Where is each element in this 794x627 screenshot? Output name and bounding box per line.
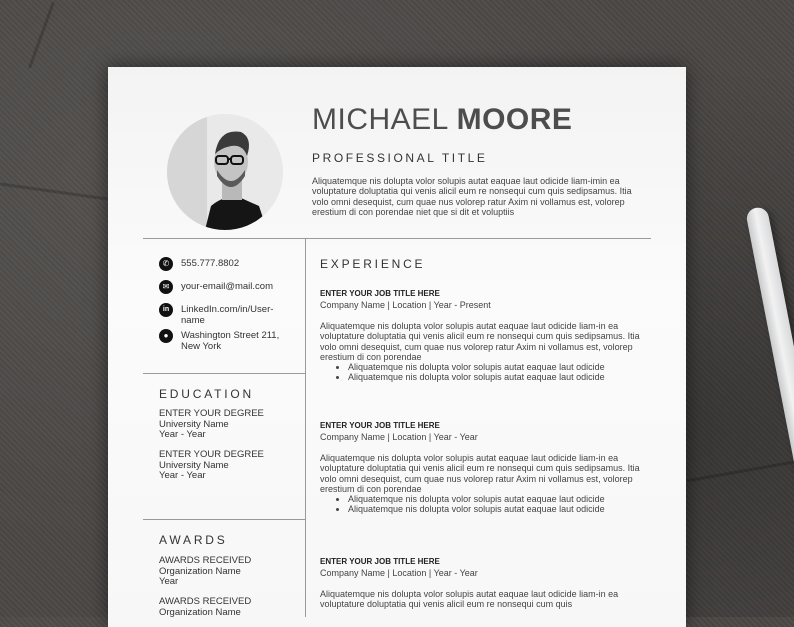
candidate-name: [312, 103, 572, 137]
pencil: [745, 206, 794, 622]
job-entry: [320, 557, 640, 610]
list-item: • Aliquatemque nis dolupta volor solupis autat eaquae laut odicide: [348, 504, 640, 514]
job-bullets: [320, 362, 640, 383]
award-item: AWARDS RECEIVED Organization Name Year: [159, 555, 252, 587]
mail-icon: ✉: [159, 280, 173, 294]
job-company: Company Name | Location | Year - Year: [320, 568, 478, 578]
professional-title: PROFESSIONAL TITLE: [312, 151, 488, 165]
phone-icon: ✆: [159, 257, 173, 271]
education-heading: EDUCATION: [159, 387, 254, 401]
education-item: ENTER YOUR DEGREE University Name Year - Year: [159, 408, 264, 440]
experience-heading: EXPERIENCE: [320, 257, 426, 271]
contact-divider: [143, 373, 305, 374]
header-divider: [143, 238, 651, 239]
award-item: AWARDS RECEIVED Organization Name: [159, 596, 252, 618]
summary-text: Aliquatemque nis dolupta volor solupis autat eaquae laut odicide liam-imin ea voluptature doluptatia qui venis alicil eum re nonsequi cum quis sedipsamus. Itia volo omni desequist, cum quae nus volorep ratur Axim ni vollamus est, volorep erestium di con porendae niet que si dit et voluptiis: [312, 176, 632, 217]
first-name: MICHAEL: [312, 103, 448, 136]
job-bullets: [320, 494, 640, 515]
job-description: Aliquatemque nis dolupta volor solupis autat eaquae laut odicide liam-in ea voluptature doluptatia qui venis alicil eum re nonsequi cum quis: [320, 589, 619, 610]
job-title: ENTER YOUR JOB TITLE HERE: [320, 557, 440, 566]
job-description: Aliquatemque nis dolupta volor solupis autat eaquae laut odicide liam-in ea voluptature doluptatia qui venis alicil eum re nonsequi cum quis sedipsamus. Itia volo omni desequist, cum quae nus volorep ratur Axim ni vollamus est, volorep erestium di con porendae: [320, 453, 640, 494]
sofa-seam: [0, 182, 107, 200]
education-item: ENTER YOUR DEGREE University Name Year - Year: [159, 449, 264, 481]
job-entry: [320, 289, 640, 383]
education-divider: [143, 519, 305, 520]
list-item: • Aliquatemque nis dolupta volor solupis autat eaquae laut odicide: [348, 372, 640, 382]
profile-photo: [167, 114, 283, 230]
location-pin-icon: ●: [159, 329, 173, 343]
sofa-seam: [28, 2, 55, 69]
last-name: MOORE: [456, 103, 573, 136]
linkedin-icon: in: [159, 303, 173, 317]
job-description: Aliquatemque nis dolupta volor solupis autat eaquae laut odicide liam-in ea voluptature doluptatia qui venis alicil eum re nonsequi cum quis sedipsamus. Itia volo omni desequist, cum quae nus volorep ratur Axim ni vollamus est, volorep erestium di con porendae: [320, 321, 640, 362]
list-item: • Aliquatemque nis dolupta volor solupis autat eaquae laut odicide: [348, 494, 640, 504]
column-divider: [305, 238, 306, 617]
sofa-seam: [687, 461, 794, 483]
job-title: ENTER YOUR JOB TITLE HERE: [320, 289, 440, 298]
job-company: Company Name | Location | Year - Year: [320, 432, 478, 442]
list-item: • Aliquatemque nis dolupta volor solupis autat eaquae laut odicide: [348, 362, 640, 372]
job-company: Company Name | Location | Year - Present: [320, 300, 491, 310]
job-entry: [320, 421, 640, 515]
job-title: ENTER YOUR JOB TITLE HERE: [320, 421, 440, 430]
awards-heading: AWARDS: [159, 533, 228, 547]
